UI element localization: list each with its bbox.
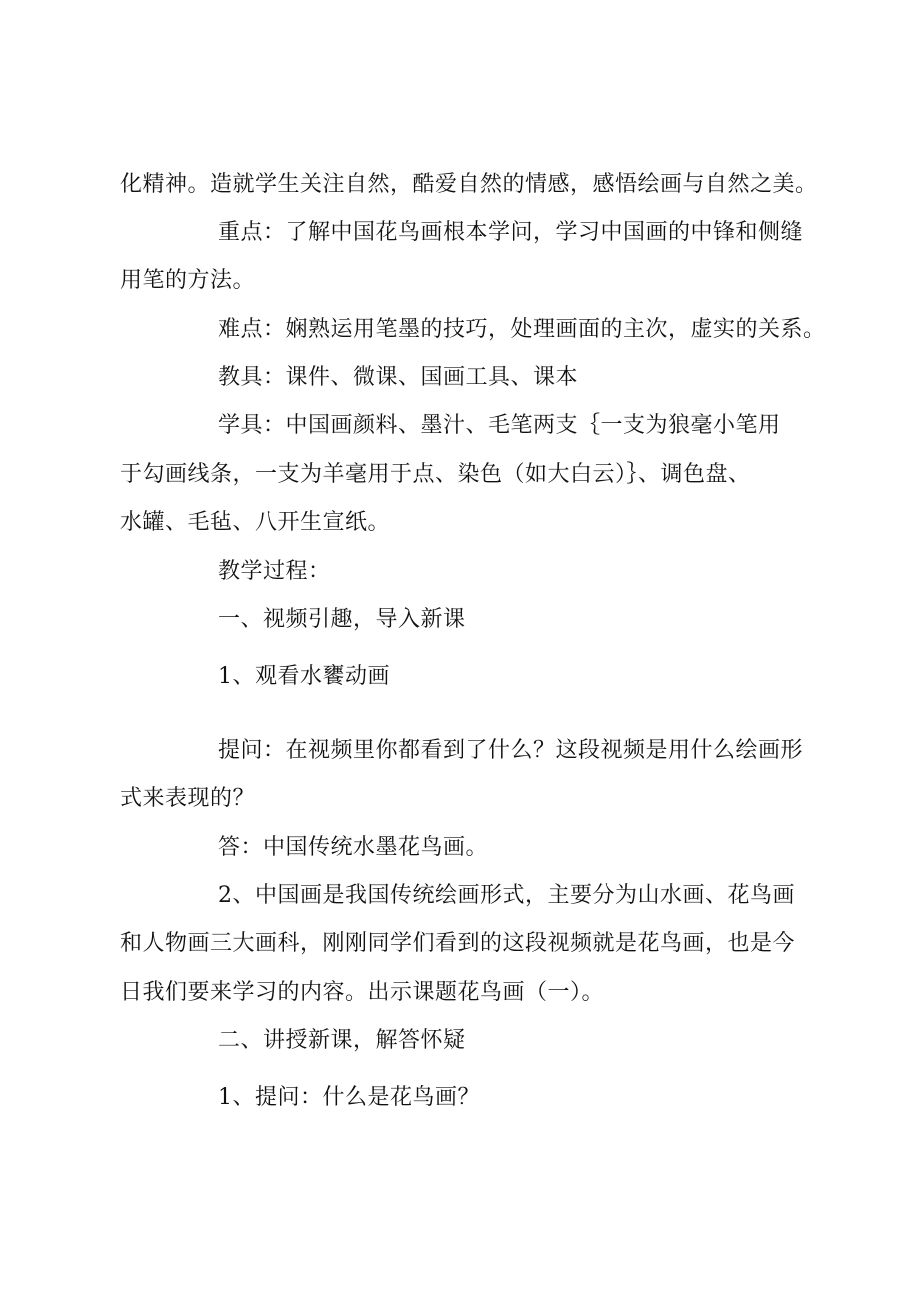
text-line-step-2-cont-2: 日我们要来学习的内容。出示课题花鸟画（一）。 <box>120 980 605 1005</box>
text-line-difficulty: 难点：娴熟运用笔墨的技巧，处理画面的主次，虚实的关系。 <box>218 317 826 342</box>
section-heading-2: 二、讲授新课，解答怀疑 <box>218 1028 466 1053</box>
text-line-student-tools: 学具：中国画颜料、墨汁、毛笔两支｛一支为狼毫小笔用 <box>218 413 781 438</box>
text-line-question: 提问：在视频里你都看到了什么？这段视频是用什么绘画形 <box>218 738 804 763</box>
text-line-key-point-cont: 用笔的方法。 <box>120 268 256 293</box>
text-line-answer: 答：中国传统水墨花鸟画。 <box>218 835 489 860</box>
text-line-question-2: 1、提问：什么是花鸟画？ <box>218 1085 480 1110</box>
section-heading-1: 一、视频引趣，导入新课 <box>218 607 466 632</box>
text-line-step-2-cont-1: 和人物画三大画科，刚刚同学们看到的这段视频就是花鸟画，也是今 <box>120 931 796 956</box>
text-line-intro-end: 化精神。造就学生关注自然，酷爱自然的情感，感悟绘画与自然之美。 <box>120 172 818 197</box>
text-line-step-2: 2、中国画是我国传统绘画形式，主要分为山水画、花鸟画 <box>218 883 795 908</box>
text-line-process-heading: 教学过程： <box>218 559 331 584</box>
text-line-key-point: 重点：了解中国花鸟画根本学问，学习中国画的中锋和侧缝 <box>218 220 804 245</box>
text-line-question-cont: 式来表现的？ <box>120 786 256 811</box>
text-line-step-1: 1、观看水饔动画 <box>218 664 390 689</box>
text-line-student-tools-cont-2: 水罐、毛毡、八开生宣纸。 <box>120 510 391 535</box>
text-line-student-tools-cont-1: 于勾画线条，一支为羊毫用于点、染色（如大白云）｝、调色盘、 <box>120 462 751 487</box>
text-line-teaching-tools: 教具：课件、微课、国画工具、课本 <box>218 365 579 390</box>
